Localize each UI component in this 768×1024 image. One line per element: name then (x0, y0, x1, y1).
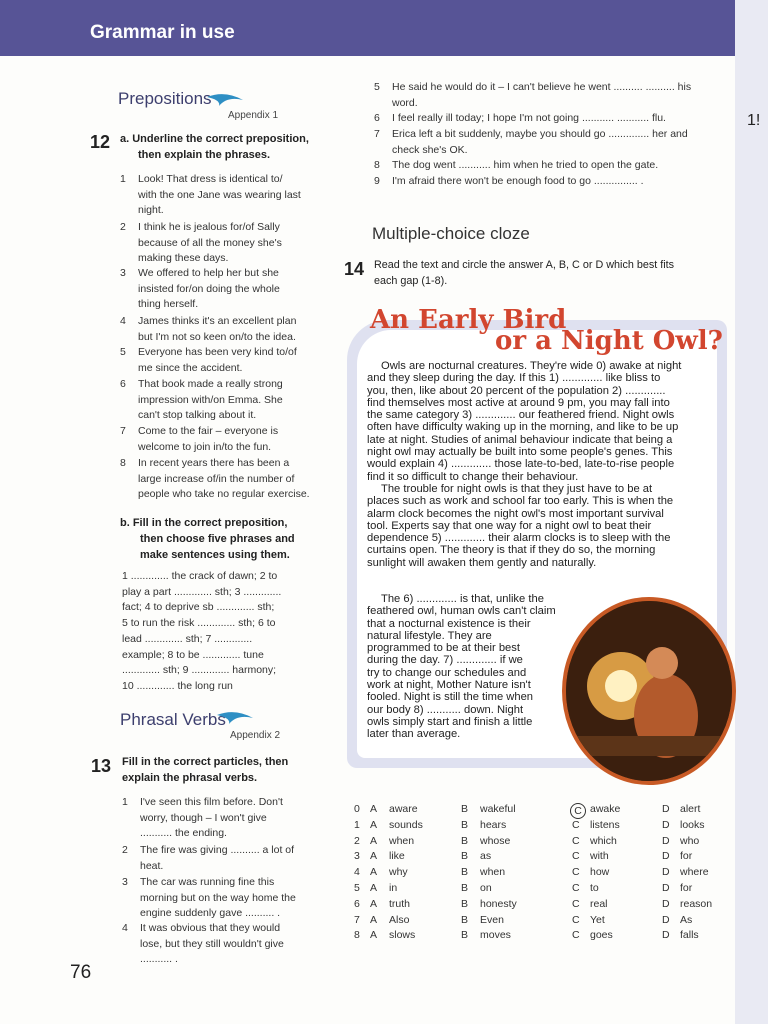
item-line: Everyone has been very kind to/of (138, 346, 297, 358)
article-line: sunlight will awaken them gently and naturally. (367, 556, 597, 569)
ex12a-instruction: a. Underline the correct preposition, then explain the phrases. (120, 133, 309, 161)
ex12b-line: 10 ............. the long run (122, 679, 233, 692)
item-number: 9 (374, 175, 380, 187)
article-paragraph-3 (367, 593, 567, 741)
article-line: owls simply start and finish a little (367, 715, 533, 728)
article-line: later than average. (367, 728, 461, 741)
option-letter-b: B (461, 882, 469, 894)
item-line: We offered to help her but she (138, 267, 279, 279)
article-line: The 6) ............. is that, unlike the (381, 593, 544, 605)
item-line: impression with/on Emma. She (138, 393, 283, 406)
exercise-number-12: 12 (90, 132, 111, 152)
option-letter-d: D (662, 929, 670, 942)
option-d: reason (680, 897, 713, 910)
article-line: alarm clock becomes the night owl's most important survival (367, 507, 664, 520)
option-number: 2 (354, 834, 360, 847)
exercise-item (120, 345, 313, 376)
option-d: falls (680, 929, 699, 942)
item-line: In recent years there has been a (138, 457, 290, 469)
phrasal-appendix: Appendix 2 (230, 730, 281, 741)
ex12b-line: play a part ............. sth; 3 ............. (122, 585, 282, 598)
option-letter-c: C (572, 818, 580, 831)
option-letter-b: B (461, 866, 469, 879)
article-line: the same category 3) ............. our feathered friend. Night owls (367, 409, 675, 422)
article-line: programmed to be at their best (367, 642, 520, 655)
article-line: places such as work and school far too early. This is when the (367, 495, 674, 508)
prepositions-heading: Prepositions (118, 89, 212, 108)
option-letter-b: B (461, 803, 469, 815)
option-d: who (680, 834, 700, 847)
exercise-item (374, 174, 727, 190)
option-c: listens (590, 818, 620, 831)
option-number: 7 (354, 913, 360, 926)
option-letter-a: A (370, 882, 378, 894)
article-line: during the day. 7) ............. if we (367, 654, 523, 667)
option-number: 8 (354, 929, 360, 942)
article-line: would explain 4) ............. those late-to-bed, late-to-rise people (367, 458, 675, 471)
exercise-item (120, 314, 313, 345)
option-letter-c: C (572, 850, 580, 863)
article-line: you, then, like about 20 percent of the population 2) ............. (367, 384, 666, 397)
option-b: Even (480, 913, 504, 926)
item-line: I feel really ill today; I hope I'm not going ........... ........... flu. (392, 112, 666, 124)
item-line: The car was running fine this (140, 876, 275, 888)
item-line: The fire was giving .......... a lot of (140, 844, 295, 856)
item-line: Come to the fair – everyone is (138, 425, 279, 437)
option-b: as (480, 850, 492, 863)
prepositions-appendix: Appendix 1 (228, 110, 279, 121)
swoosh-arrow-icon (215, 710, 255, 726)
article-line: tool. Experts say that one way for a night owl to beat their (367, 519, 652, 532)
item-number: 4 (122, 922, 128, 934)
option-c: with (590, 850, 609, 863)
night-worker-photo (562, 597, 736, 785)
article-line: The trouble for night owls is that they just have to be at (381, 483, 653, 495)
ex12b-line: lead ............. sth; 7 ............. (122, 632, 253, 645)
option-c: which (590, 834, 617, 847)
item-line: with the one Jane was wearing last (138, 188, 301, 201)
option-c: awake (590, 803, 621, 815)
option-letter-c: C (572, 866, 580, 879)
option-b: on (480, 882, 492, 894)
exercise-item (374, 111, 727, 127)
next-page-exercise-number: 1! (747, 112, 761, 129)
option-letter-c: C (572, 897, 580, 910)
option-c: to (590, 882, 599, 894)
exercise-item (120, 220, 313, 267)
option-number: 5 (354, 882, 360, 894)
ex12b-line: example; 8 to be ............. tune (122, 648, 264, 661)
option-letter-a: A (370, 818, 378, 831)
exercise-item (120, 456, 313, 503)
item-line: making these days. (138, 252, 229, 264)
option-letter-d: D (662, 882, 670, 894)
option-letter-b: B (461, 929, 469, 942)
article-paragraph-1 (367, 360, 717, 483)
option-b: moves (480, 929, 511, 942)
item-line: me since the accident. (138, 361, 243, 374)
ex14-instruction: Read the text and circle the answer A, B, C or D which best fits each gap (1-8). (374, 259, 675, 287)
option-number: 0 (354, 803, 360, 815)
item-number: 6 (120, 378, 126, 390)
option-d: looks (680, 818, 705, 831)
swoosh-arrow-icon (205, 92, 245, 108)
exercise-item (120, 266, 313, 313)
item-line: It was obvious that they would (140, 922, 281, 934)
item-line: night. (138, 204, 164, 216)
article-line: often have difficulty waking up in the morning, and like to be up (367, 421, 679, 434)
option-letter-c: C (572, 929, 580, 942)
header-banner (0, 0, 745, 56)
option-a: slows (389, 929, 416, 942)
article-line: and they sleep during the day. If this 1) ............. like bliss to (367, 372, 661, 385)
item-number: 8 (374, 159, 380, 171)
option-number: 6 (354, 897, 360, 910)
item-line: engine suddenly gave .......... . (140, 907, 281, 919)
option-letter-a: A (370, 803, 378, 815)
next-page-edge (735, 0, 768, 1024)
item-line: ........... the ending. (140, 827, 227, 839)
item-number: 1 (120, 173, 126, 185)
option-d: where (680, 866, 709, 879)
ex12b-instruction: b. Fill in the correct preposition, then choose five phrases and make sentences using them. (120, 517, 295, 561)
item-number: 2 (120, 221, 126, 233)
option-number: 4 (354, 866, 360, 879)
item-line: Look! That dress is identical to/ (138, 173, 283, 185)
article-line: find it so difficult to change their behaviour. (367, 470, 579, 483)
option-letter-a: A (370, 913, 378, 926)
option-b: honesty (480, 897, 517, 910)
section-title: Grammar in use (90, 22, 235, 43)
article-line: find themselves most active at around 9 pm, you may fall into (367, 396, 670, 409)
option-letter-a: A (370, 834, 378, 847)
option-b: whose (480, 834, 511, 847)
item-number: 2 (122, 844, 128, 856)
article-line: try to change our schedules and (367, 666, 527, 679)
item-number: 5 (374, 81, 380, 93)
option-b: when (480, 866, 506, 879)
exercise-item (374, 127, 727, 158)
ex12b-line: 1 ............. the crack of dawn; 2 to (122, 570, 278, 582)
option-a: sounds (389, 818, 423, 831)
option-a: like (389, 850, 405, 863)
item-line: morning but on the way home the (140, 891, 296, 904)
item-number: 1 (122, 796, 128, 808)
option-d: for (680, 850, 693, 863)
item-number: 3 (120, 267, 126, 279)
option-number: 3 (354, 850, 360, 863)
article-line: fooled. Night is still the time when (367, 691, 534, 704)
option-number: 1 (354, 818, 360, 831)
exercise-item (374, 80, 727, 111)
item-number: 5 (120, 346, 126, 358)
item-number: 7 (120, 425, 126, 437)
article-line: late at night. Studies of animal behaviour indicate that being a (367, 433, 673, 446)
option-a: when (389, 834, 415, 847)
option-letter-a: A (370, 850, 378, 863)
option-letter-d: D (662, 866, 670, 879)
option-b: wakeful (480, 803, 516, 815)
item-line: James thinks it's an excellent plan (138, 315, 297, 327)
ex12b-line: 5 to run the risk ............. sth; 6 to (122, 617, 276, 630)
exercise-item (122, 921, 315, 968)
exercise-item (120, 172, 313, 219)
option-c: goes (590, 929, 613, 942)
multiple-choice-heading: Multiple-choice cloze (372, 224, 530, 243)
item-line: I'm afraid there won't be enough food to go ............... . (392, 175, 644, 187)
item-line: ........... . (140, 953, 178, 965)
option-a: why (389, 866, 408, 879)
option-letter-a: A (370, 866, 378, 879)
exercise-number-13: 13 (91, 756, 112, 776)
ex13-instruction: Fill in the correct particles, then explain the phrasal verbs. (122, 756, 289, 784)
option-letter-d: D (662, 913, 670, 926)
item-line: He said he would do it – I can't believe he went .......... .......... his (392, 81, 692, 93)
option-d: for (680, 882, 693, 894)
page-number: 76 (70, 962, 92, 983)
option-c: real (590, 897, 608, 910)
option-letter-d: D (662, 818, 670, 831)
option-letter-d: D (662, 834, 670, 847)
item-line: thing herself. (138, 298, 199, 310)
article-line: night owl may actually be built into some people's genes. This (367, 446, 673, 459)
ex12b-text (122, 569, 312, 695)
item-line: people who take no regular exercise. (138, 488, 310, 500)
article-line: Owls are nocturnal creatures. They're wide 0) awake at night (381, 360, 682, 372)
option-a: Also (389, 913, 410, 926)
item-line: large increase of/in the number of (138, 472, 295, 485)
item-line: worry, though – I won't give (140, 811, 267, 824)
item-line: lose, but they still wouldn't give (140, 937, 284, 950)
article-title-1: An Early Bird (370, 305, 567, 335)
article-line: that a nocturnal existence is their (367, 617, 531, 630)
option-d: alert (680, 803, 701, 815)
exercise-item (374, 158, 727, 174)
option-letter-b: B (461, 818, 469, 831)
item-number: 3 (122, 876, 128, 888)
item-line: can't stop talking about it. (138, 409, 257, 421)
item-number: 8 (120, 457, 126, 469)
exercise-item (120, 377, 313, 424)
item-line: word. (392, 96, 418, 109)
item-number: 4 (120, 315, 126, 327)
item-number: 6 (374, 112, 380, 124)
option-letter-a: A (370, 929, 378, 942)
option-letter-b: B (461, 913, 469, 926)
item-line: That book made a really strong (138, 378, 283, 390)
option-letter-b: B (461, 834, 469, 847)
item-line: insisted for/on doing the whole (138, 282, 280, 295)
article-line: work at night, Mother Nature isn't (367, 679, 531, 692)
item-line: The dog went ........... him when he tried to open the gate. (392, 159, 659, 171)
exercise-item (122, 875, 315, 922)
exercise-item (122, 795, 315, 842)
item-line: but I'm not so keen on/to the idea. (138, 330, 296, 343)
option-d: As (680, 913, 693, 926)
option-b: hears (480, 818, 507, 831)
article-line: dependence 5) ............. their alarm clocks is to sleep with the (367, 532, 671, 545)
option-letter-d: D (662, 897, 670, 910)
option-letter-d: D (662, 850, 670, 863)
option-letter-b: B (461, 850, 469, 863)
option-letter-c: C (572, 834, 580, 847)
item-line: welcome to join in/to the fun. (138, 440, 272, 453)
ex12b-line: fact; 4 to deprive sb ............. sth; (122, 601, 275, 614)
article-line: feathered owl, human owls can't claim (367, 605, 556, 618)
item-line: I've seen this film before. Don't (140, 796, 283, 808)
article-paragraph-2 (367, 483, 717, 569)
ex12b-line: ............. sth; 9 ............. harmony; (122, 664, 277, 677)
item-line: because of all the money she's (138, 236, 282, 249)
article-line: curtains open. The theory is that if they do so, the morning (367, 544, 656, 557)
exercise-item (120, 424, 313, 455)
article-title-2: or a Night Owl? (495, 326, 723, 356)
exercise-item (122, 843, 315, 874)
item-line: check she's OK. (392, 143, 468, 156)
phrasal-verbs-heading: Phrasal Verbs (120, 710, 226, 729)
item-number: 7 (374, 128, 380, 140)
option-letter-b: B (461, 897, 469, 910)
option-letter-c: C (572, 882, 580, 894)
option-letter-c: C (570, 803, 586, 819)
option-letter-c: C (572, 913, 580, 926)
option-letter-a: A (370, 897, 378, 910)
option-letter-d: D (662, 803, 670, 815)
item-line: Erica left a bit suddenly, maybe you should go .............. her and (392, 128, 688, 140)
exercise-number-14: 14 (344, 259, 365, 279)
item-line: heat. (140, 859, 164, 872)
option-a: aware (389, 803, 418, 815)
option-a: in (389, 882, 398, 894)
item-line: I think he is jealous for/of Sally (138, 221, 280, 233)
option-c: how (590, 866, 610, 879)
option-c: Yet (590, 913, 605, 926)
article-line: natural lifestyle. They are (367, 629, 492, 642)
article-line: our body 8) ........... down. Night (367, 703, 524, 716)
option-a: truth (389, 897, 411, 910)
